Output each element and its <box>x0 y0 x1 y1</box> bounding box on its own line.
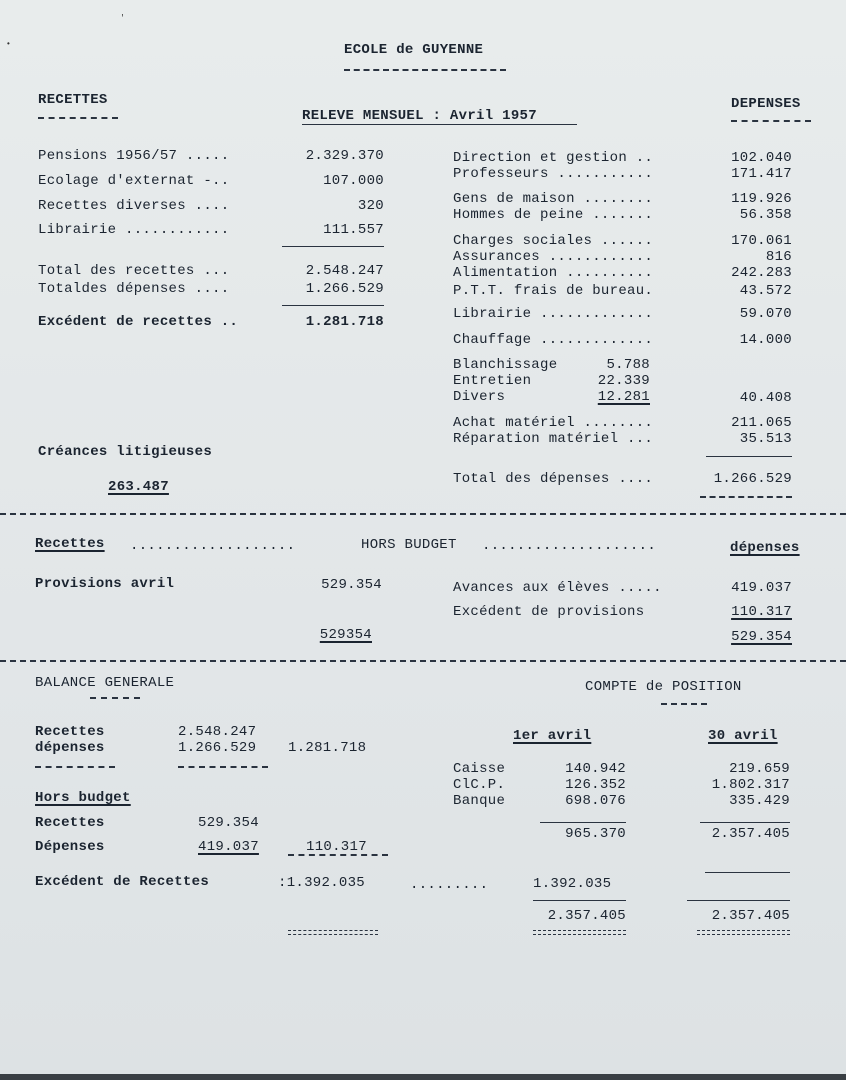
bal-depenses-label: dépenses <box>35 740 105 756</box>
avances-value: 419.037 <box>731 580 792 596</box>
recettes-heading: RECETTES <box>38 92 108 108</box>
recette-label: Recettes diverses .... <box>38 198 230 214</box>
provisions-value: 529.354 <box>321 577 382 593</box>
total-underline <box>700 496 792 498</box>
sum-line <box>700 822 790 823</box>
hb-dep-value: 419.037 <box>198 839 259 855</box>
creances-label: Créances litigieuses <box>38 444 213 460</box>
compte-total-2: 2.357.405 <box>711 908 790 924</box>
bal-underline <box>178 766 268 768</box>
double-underline <box>533 930 626 935</box>
sum-line <box>687 900 790 901</box>
depense-value: 59.070 <box>739 306 792 322</box>
entretien-value: 5.788 <box>606 357 650 373</box>
releve-underline <box>302 124 577 125</box>
depense-value: 14.000 <box>739 332 792 348</box>
avances-label: Avances aux élèves ..... <box>453 580 662 596</box>
excedent-value: 1.281.718 <box>305 314 384 330</box>
ink-speck: • <box>6 40 11 49</box>
bal-diff-value: 1.281.718 <box>288 740 367 756</box>
sum-line <box>282 246 384 247</box>
depense-value: 35.513 <box>739 431 792 447</box>
bal-recettes-value: 2.548.247 <box>178 724 257 740</box>
hors-budget-label: Hors budget <box>35 790 131 806</box>
compte-title: COMPTE de POSITION <box>585 679 742 695</box>
depense-label: P.T.T. frais de bureau. <box>453 283 654 299</box>
total-depenses-label: Total des dépenses .... <box>453 471 654 487</box>
hb-depenses-total: 529.354 <box>731 629 792 645</box>
hb-recettes-heading: Recettes <box>35 536 105 552</box>
compte-subtotal-1: 965.370 <box>565 826 626 842</box>
depense-label: Direction et gestion .. <box>453 150 654 166</box>
sum-line <box>533 900 626 901</box>
depense-label: Réparation matériel ... <box>453 431 654 447</box>
hb-diff-value: 110.317 <box>306 839 367 855</box>
balance-title: BALANCE GENERALE <box>35 675 175 691</box>
depense-value: 43.572 <box>739 283 792 299</box>
total-depenses-value: 1.266.529 <box>713 471 792 487</box>
total-depenses-label: Totaldes dépenses .... <box>38 281 230 297</box>
col-1er-avril: 1er avril <box>513 728 592 744</box>
entretien-value: 12.281 <box>597 389 650 405</box>
releve-heading: RELEVE MENSUEL : Avril 1957 <box>302 108 537 124</box>
sum-line <box>282 305 384 306</box>
compte-v1: 698.076 <box>565 793 626 809</box>
hb-dots-left: ................... <box>130 538 296 554</box>
compte-label: Banque <box>453 793 506 809</box>
total-recettes-value: 2.548.247 <box>305 263 384 279</box>
depense-value: 119.926 <box>731 191 792 207</box>
double-underline <box>697 930 790 935</box>
depense-label: Hommes de peine ....... <box>453 207 654 223</box>
compte-label: Caisse <box>453 761 506 777</box>
section-divider <box>0 660 846 662</box>
sum-line <box>705 872 790 873</box>
depense-value: 102.040 <box>731 150 792 166</box>
depense-label: Librairie ............. <box>453 306 654 322</box>
compte-underline <box>661 703 707 705</box>
compte-v2: 335.429 <box>729 793 790 809</box>
hb-diff-strike <box>288 854 388 856</box>
bal-excedent-dots: ......... <box>410 877 489 893</box>
provisions-total: 529354 <box>319 627 372 643</box>
provisions-label: Provisions avril <box>35 576 175 592</box>
recette-value: 2.329.370 <box>305 148 384 164</box>
bal-underline <box>35 766 115 768</box>
double-underline <box>288 930 378 935</box>
compte-total-1: 2.357.405 <box>547 908 626 924</box>
compte-label: ClC.P. <box>453 777 506 793</box>
total-recettes-label: Total des recettes ... <box>38 263 230 279</box>
hb-dep-label: Dépenses <box>35 839 105 855</box>
recette-label: Ecolage d'externat -.. <box>38 173 230 189</box>
section-divider <box>0 513 846 515</box>
total-depenses-value: 1.266.529 <box>305 281 384 297</box>
compte-v1: 126.352 <box>565 777 626 793</box>
recette-value: 111.557 <box>323 222 384 238</box>
depense-value: 211.065 <box>731 415 792 431</box>
depense-label: Chauffage ............. <box>453 332 654 348</box>
depense-label: Charges sociales ...... <box>453 233 654 249</box>
sum-line <box>706 456 792 457</box>
recette-value: 107.000 <box>323 173 384 189</box>
entretien-label: Divers <box>453 389 506 405</box>
entretien-label: Blanchissage <box>453 357 558 373</box>
hb-depenses-heading: dépenses <box>730 540 800 556</box>
bal-excedent-label: Excédent de Recettes <box>35 874 210 890</box>
depense-value: 816 <box>765 249 792 265</box>
hb-dots-right: .................... <box>482 538 657 554</box>
depense-value: 242.283 <box>731 265 792 281</box>
bal-recettes-label: Recettes <box>35 724 105 740</box>
depense-label: Assurances ............ <box>453 249 654 265</box>
depense-value: 171.417 <box>731 166 792 182</box>
recette-label: Pensions 1956/57 ..... <box>38 148 230 164</box>
hb-rec-value: 529.354 <box>198 815 259 831</box>
compte-v2: 1.802.317 <box>711 777 790 793</box>
excedent-label: Excédent de recettes .. <box>38 314 239 330</box>
school-title: ECOLE de GUYENNE <box>344 42 484 58</box>
hb-title: HORS BUDGET <box>361 537 457 553</box>
depense-value: 170.061 <box>731 233 792 249</box>
recette-value: 320 <box>357 198 384 214</box>
compte-v1: 140.942 <box>565 761 626 777</box>
recettes-underline <box>38 117 118 119</box>
depense-label: Gens de maison ........ <box>453 191 654 207</box>
excedent-provisions-value: 110.317 <box>731 604 792 620</box>
bal-depenses-value: 1.266.529 <box>178 740 257 756</box>
title-underline <box>344 69 506 71</box>
depense-label: Professeurs ........... <box>453 166 654 182</box>
page-edge <box>0 1074 846 1080</box>
depense-value: 56.358 <box>739 207 792 223</box>
depense-label: Achat matériel ........ <box>453 415 654 431</box>
bal-final-excedent: 1.392.035 <box>533 876 612 892</box>
compte-subtotal-2: 2.357.405 <box>711 826 790 842</box>
excedent-provisions-label: Excédent de provisions <box>453 604 645 620</box>
depenses-heading: DEPENSES <box>731 96 801 112</box>
sum-line <box>540 822 626 823</box>
hb-rec-label: Recettes <box>35 815 105 831</box>
col-30-avril: 30 avril <box>708 728 778 744</box>
ink-speck: ' <box>120 14 125 23</box>
entretien-label: Entretien <box>453 373 532 389</box>
depenses-underline <box>731 120 811 122</box>
bal-excedent-value: :1.392.035 <box>278 875 366 891</box>
creances-value: 263.487 <box>108 479 169 495</box>
entretien-value: 22.339 <box>597 373 650 389</box>
entretien-total: 40.408 <box>739 390 792 406</box>
balance-underline <box>90 697 140 699</box>
depense-label: Alimentation .......... <box>453 265 654 281</box>
compte-v2: 219.659 <box>729 761 790 777</box>
recette-label: Librairie ............ <box>38 222 230 238</box>
